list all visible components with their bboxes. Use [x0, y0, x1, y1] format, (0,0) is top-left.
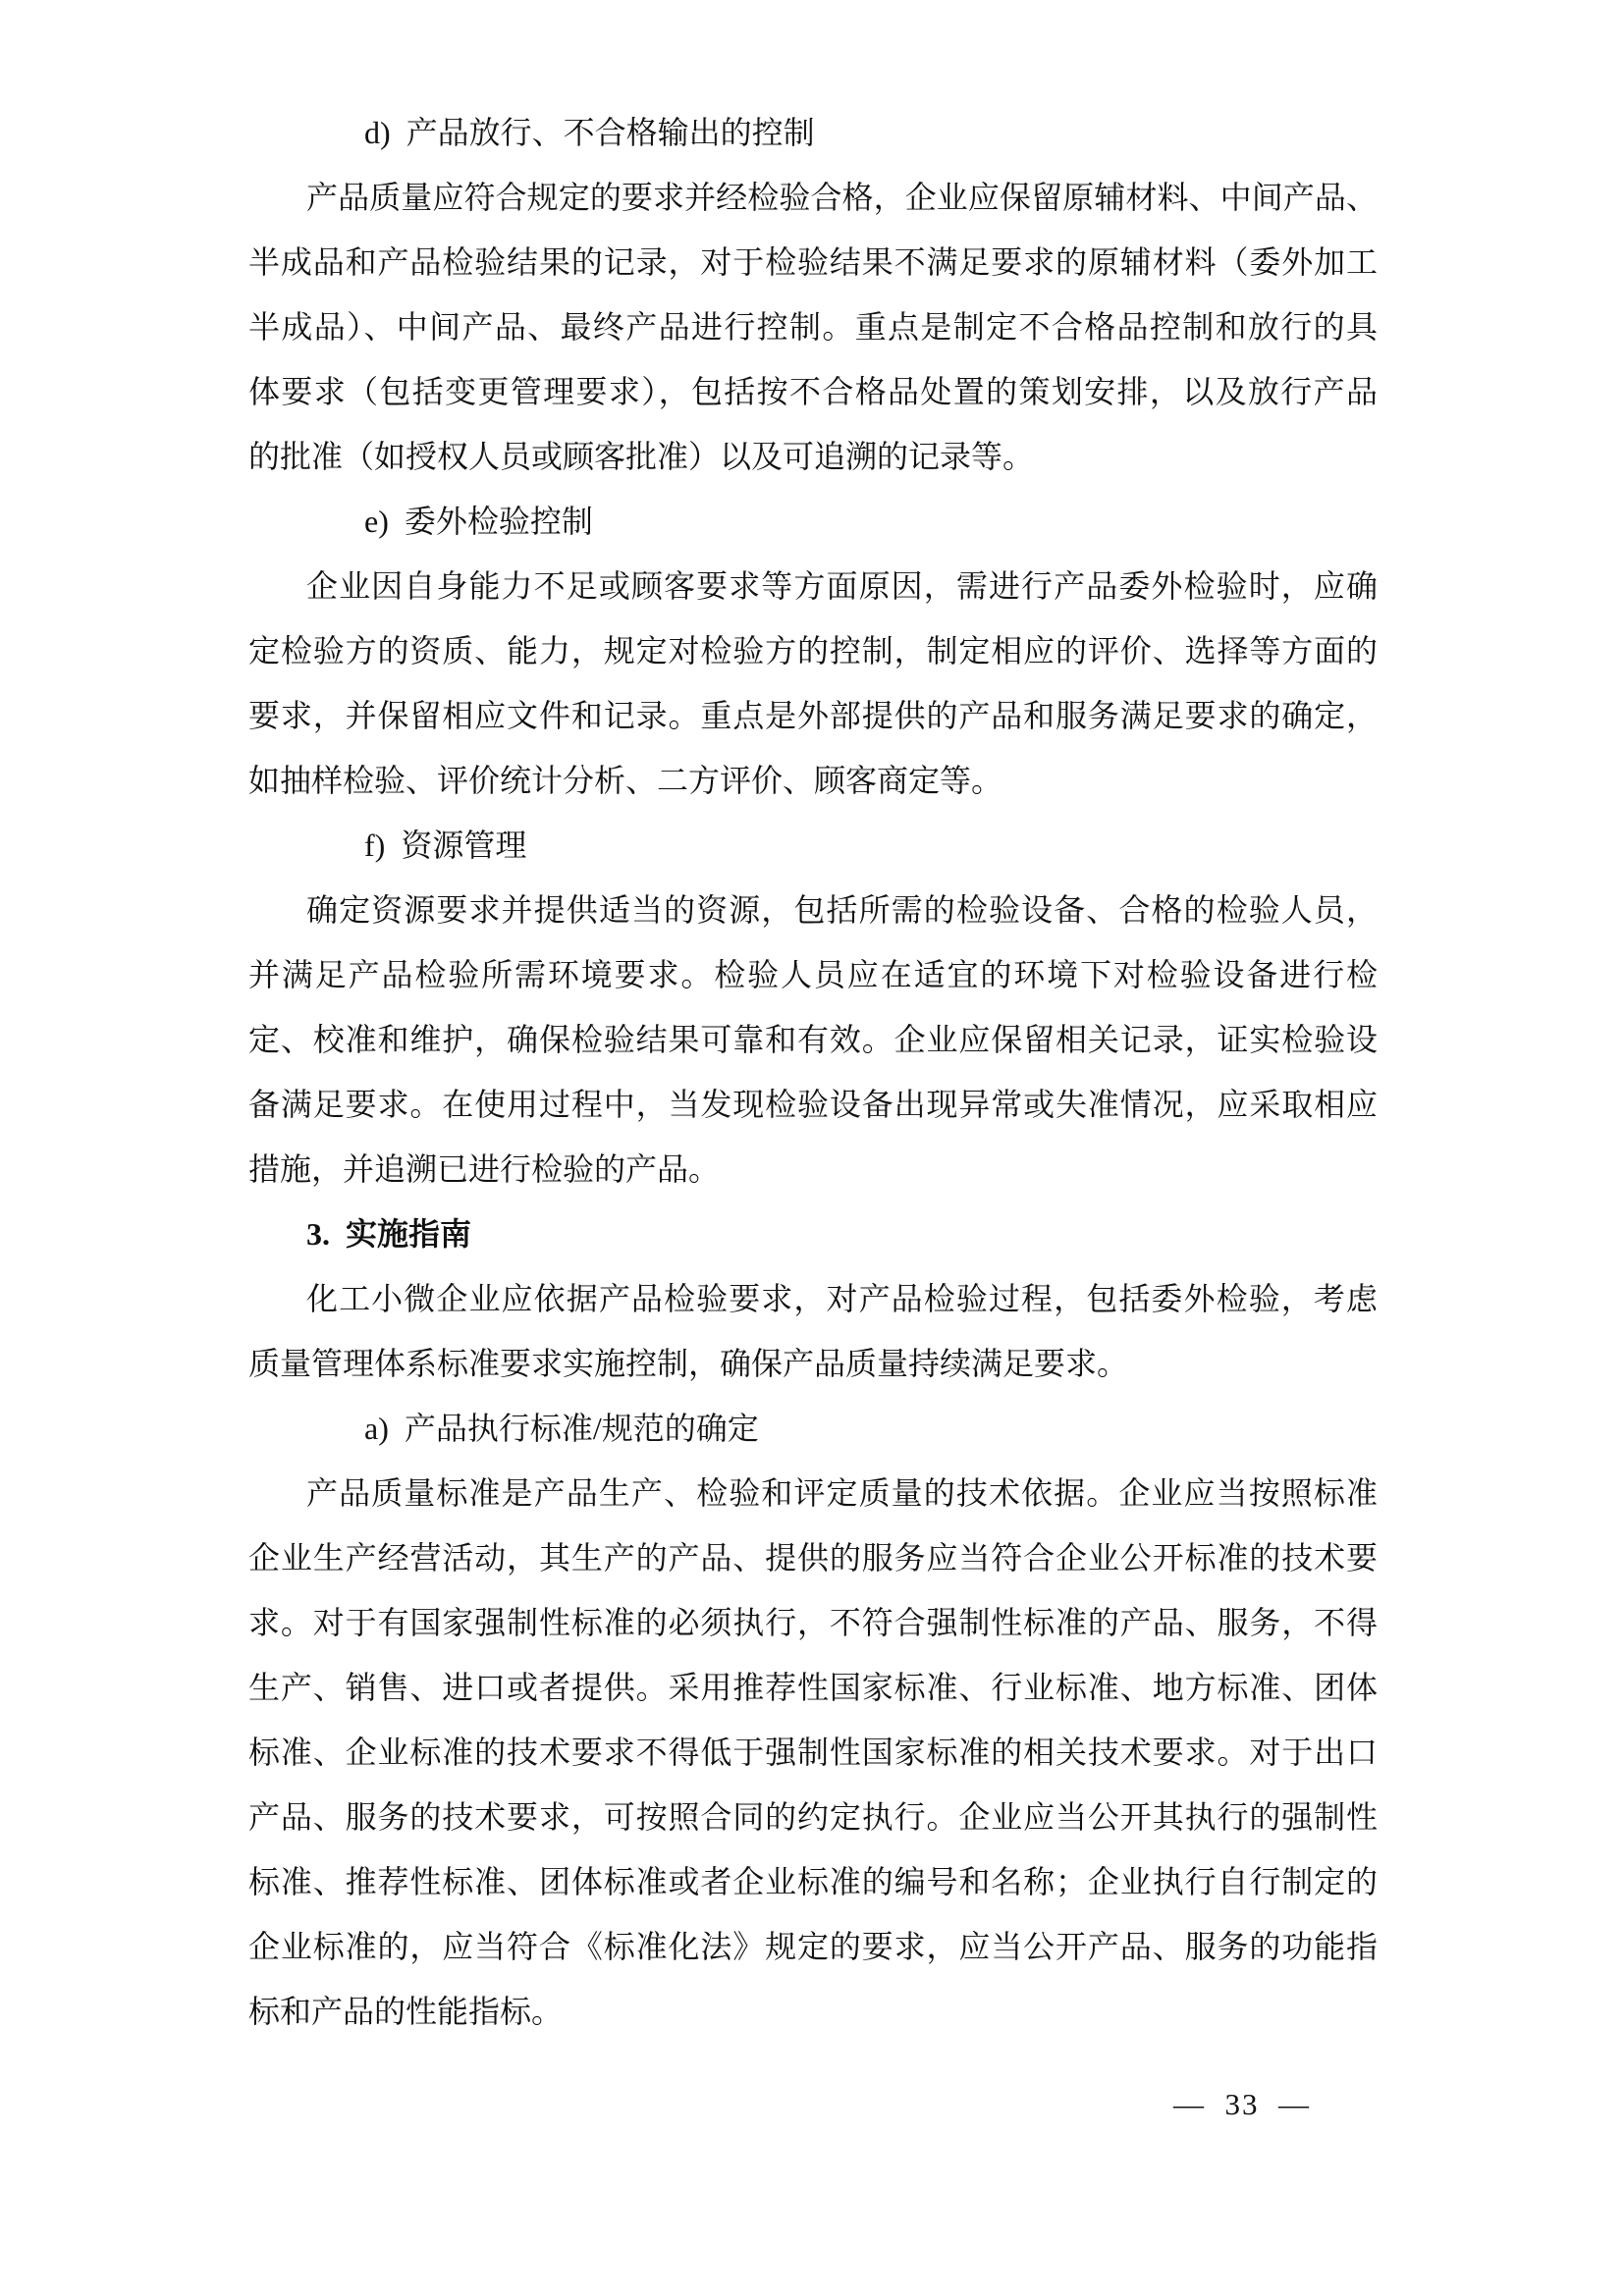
item-heading-line: e) 委外检验控制 — [364, 504, 593, 539]
body-text-line: 产品质量标准是产品生产、检验和评定质量的技术依据。企业应当按照标准 — [306, 1475, 1378, 1511]
page-number: 33 — [1224, 2087, 1260, 2121]
section-heading-line: 3. 实施指南 — [306, 1216, 472, 1252]
body-text-line: 标准、推荐性标准、团体标准或者企业标准的编号和名称；企业执行自行制定的 — [248, 1864, 1378, 1899]
body-text-line: 企业因自身能力不足或顾客要求等方面原因，需进行产品委外检验时，应确 — [306, 568, 1378, 604]
body-text-line: 的批准（如授权人员或顾客批准）以及可追溯的记录等。 — [248, 439, 1035, 474]
body-text-line: 并满足产品检验所需环境要求。检验人员应在适宜的环境下对检验设备进行检 — [248, 957, 1378, 992]
body-text-line: 要求，并保留相应文件和记录。重点是外部提供的产品和服务满足要求的确定， — [248, 698, 1378, 733]
body-text-line: 质量管理体系标准要求实施控制，确保产品质量持续满足要求。 — [248, 1346, 1129, 1381]
footer-spacer-left — [1206, 2087, 1225, 2121]
body-text-line: 企业生产经营活动，其生产的产品、提供的服务应当符合企业公开标准的技术要 — [248, 1540, 1378, 1575]
item-heading-line: a) 产品执行标准/规范的确定 — [364, 1411, 759, 1446]
body-text-line: 标准、企业标准的技术要求不得低于强制性国家标准的相关技术要求。对于出口 — [248, 1735, 1378, 1770]
body-text-line: 生产、销售、进口或者提供。采用推荐性国家标准、行业标准、地方标准、团体 — [248, 1670, 1378, 1705]
body-text-line: 措施，并追溯已进行检验的产品。 — [248, 1151, 721, 1187]
footer-dash-left: — — [1173, 2087, 1206, 2121]
body-text-line: 备满足要求。在使用过程中，当发现检验设备出现异常或失准情况，应采取相应 — [248, 1087, 1378, 1122]
document-body — [248, 100, 1378, 2044]
footer-dash-right: — — [1278, 2087, 1311, 2121]
body-text-line: 体要求（包括变更管理要求），包括按不合格品处置的策划安排，以及放行产品 — [248, 374, 1378, 409]
body-text-line: 半成品和产品检验结果的记录，对于检验结果不满足要求的原辅材料（委外加工 — [248, 244, 1378, 280]
body-text-line: 半成品）、中间产品、最终产品进行控制。重点是制定不合格品控制和放行的具 — [248, 309, 1378, 345]
body-text-line: 企业标准的，应当符合《标准化法》规定的要求，应当公开产品、服务的功能指 — [248, 1929, 1378, 1964]
page-footer — [1173, 2083, 1311, 2126]
body-text-line: 确定资源要求并提供适当的资源，包括所需的检验设备、合格的检验人员， — [306, 892, 1378, 928]
footer-spacer-right — [1260, 2087, 1279, 2121]
body-text-line: 化工小微企业应依据产品检验要求，对产品检验过程，包括委外检验，考虑 — [306, 1281, 1378, 1316]
item-heading-line: f) 资源管理 — [364, 828, 527, 863]
body-text-line: 定检验方的资质、能力，规定对检验方的控制，制定相应的评价、选择等方面的 — [248, 633, 1378, 668]
body-text-line: 标和产品的性能指标。 — [248, 1994, 564, 2029]
body-text-line: 产品、服务的技术要求，可按照合同的约定执行。企业应当公开其执行的强制性 — [248, 1799, 1378, 1835]
body-text-line: 如抽样检验、评价统计分析、二方评价、顾客商定等。 — [248, 763, 1003, 798]
body-text-line: 产品质量应符合规定的要求并经检验合格，企业应保留原辅材料、中间产品、 — [306, 180, 1378, 215]
body-text-line: 定、校准和维护，确保检验结果可靠和有效。企业应保留相关记录，证实检验设 — [248, 1022, 1378, 1057]
item-heading-line: d) 产品放行、不合格输出的控制 — [364, 115, 815, 150]
body-text-line: 求。对于有国家强制性标准的必须执行，不符合强制性标准的产品、服务，不得 — [248, 1605, 1378, 1640]
